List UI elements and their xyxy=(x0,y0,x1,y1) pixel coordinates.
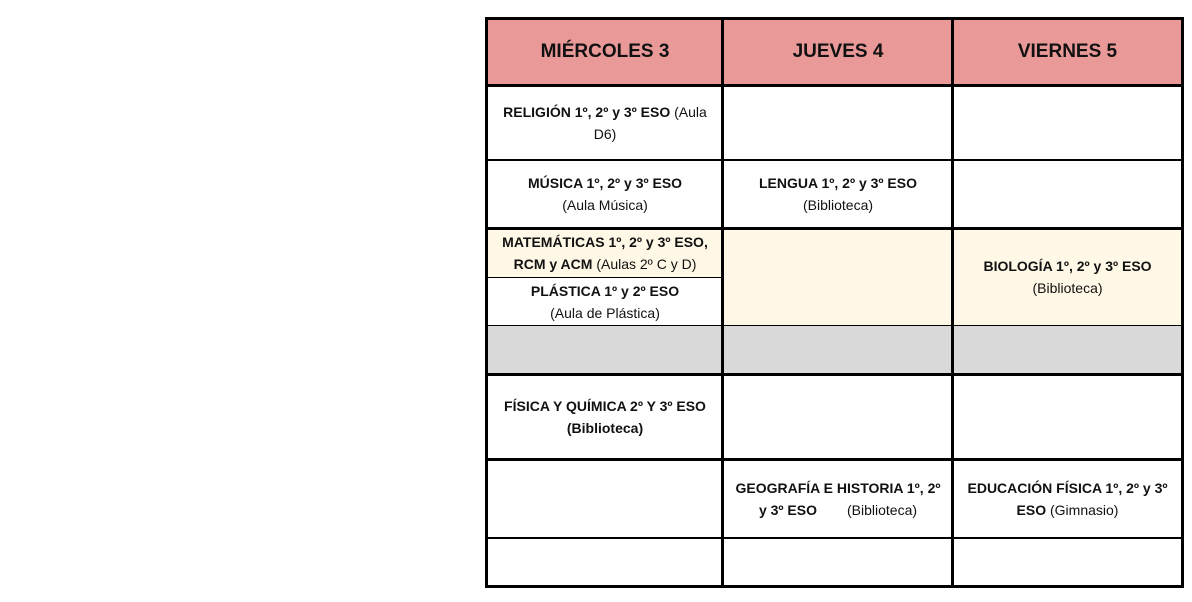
cell-thu-row6-subject2: y 3º ESO xyxy=(758,502,817,518)
cell-wed-row2-room: (Aula Música) xyxy=(562,197,648,213)
table-border-bottom xyxy=(485,585,1184,588)
cell-wed-row2 xyxy=(487,160,723,228)
cell-thu-row2-room: (Biblioteca) xyxy=(802,197,874,213)
cell-wed-row5-subject: FÍSICA Y QUÍMICA 2º Y 3º ESO xyxy=(504,398,706,414)
cell-thu-row3 xyxy=(723,229,953,325)
cell-thu-row2 xyxy=(723,160,953,228)
row-divider xyxy=(485,84,1184,87)
cell-wed-row5-room: (Biblioteca) xyxy=(566,420,644,436)
header-wednesday-label: MIÉRCOLES 3 xyxy=(540,41,670,62)
header-thursday-label: JUEVES 4 xyxy=(792,41,884,62)
column-divider xyxy=(721,17,724,588)
header-wednesday xyxy=(487,19,723,85)
cell-thu-row2-subject: LENGUA 1º, 2º y 3º ESO xyxy=(759,175,917,191)
row-divider-thin xyxy=(487,277,723,278)
row-divider xyxy=(485,325,1184,326)
cell-thu-row6-room: (Biblioteca) xyxy=(847,502,918,518)
cell-fri-row3-subject: BIOLOGÍA 1º, 2º y 3º ESO xyxy=(983,258,1152,274)
cell-wed-row3-top-subject2: RCM y ACM xyxy=(513,256,593,272)
cell-wed-row3-top-line1: MATEMÁTICAS 1º, 2º y 3º ESO, xyxy=(502,234,708,250)
row-divider xyxy=(485,227,1184,230)
cell-fri-row6-line2 xyxy=(1017,499,1119,521)
cell-wed-row5 xyxy=(487,374,723,460)
cell-wed-row3-bottom-subject: PLÁSTICA 1º y 2º ESO xyxy=(530,282,680,299)
cell-wed-row3-top-room: (Aulas 2º C y D) xyxy=(592,256,697,272)
row-divider xyxy=(485,537,1184,539)
cell-wed-row2-subject: MÚSICA 1º, 2º y 3º ESO xyxy=(527,175,683,191)
cell-thu-row6-line2 xyxy=(759,499,917,521)
cell-wed-row1-line1 xyxy=(503,101,707,123)
column-divider xyxy=(951,17,954,588)
row-divider xyxy=(485,159,1184,161)
cell-fri-row6-line1: EDUCACIÓN FÍSICA 1º, 2º y 3º xyxy=(967,480,1168,496)
cell-fri-row6-subject2: ESO xyxy=(1016,502,1047,518)
cell-fri-row6 xyxy=(953,460,1182,538)
cell-wed-row3-bottom xyxy=(487,278,723,325)
cell-wed-row3-bottom-room: (Aula de Plástica) xyxy=(550,304,660,321)
table-border-right xyxy=(1181,17,1184,588)
break-row xyxy=(487,325,1182,374)
cell-fri-row3 xyxy=(953,229,1182,325)
cell-wed-row1 xyxy=(487,85,723,160)
row-divider xyxy=(485,458,1184,461)
cell-thu-row6 xyxy=(723,460,953,538)
cell-wed-row1-room-b: D6) xyxy=(593,125,617,142)
header-friday-label: VIERNES 5 xyxy=(1017,41,1118,62)
cell-wed-row3-top xyxy=(487,229,723,277)
table-border-top xyxy=(485,17,1184,20)
cell-fri-row3-room: (Biblioteca) xyxy=(1032,280,1103,296)
row-divider xyxy=(485,373,1184,376)
header-friday xyxy=(953,19,1182,85)
table-border-left xyxy=(485,17,488,588)
cell-wed-row1-room-a: (Aula xyxy=(670,103,707,120)
cell-thu-row6-line1: GEOGRAFÍA E HISTORIA 1º, 2º xyxy=(735,480,941,496)
header-thursday xyxy=(723,19,953,85)
cell-fri-row6-room: (Gimnasio) xyxy=(1046,502,1119,518)
cell-wed-row3-top-line2 xyxy=(514,253,697,275)
cell-wed-row1-subject: RELIGIÓN 1º, 2º y 3º ESO xyxy=(503,103,671,120)
